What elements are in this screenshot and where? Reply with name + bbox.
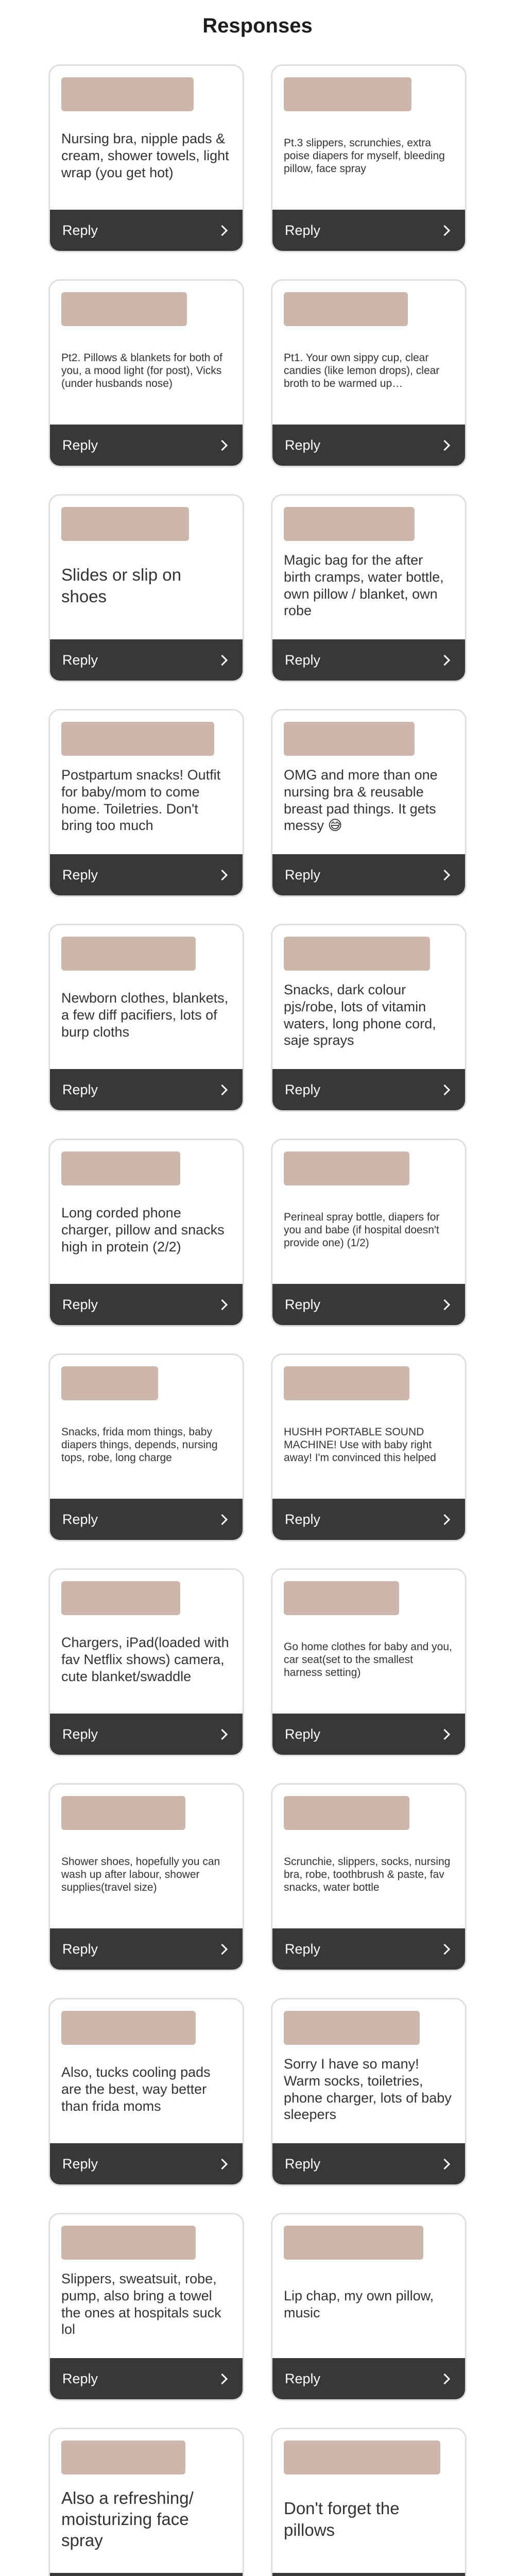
page-title: Responses — [202, 14, 313, 37]
response-card-body — [50, 66, 243, 210]
reply-label: Reply — [62, 1296, 98, 1312]
chevron-right-icon — [439, 225, 450, 235]
response-text: Perineal spray bottle, diapers for you and babe (if hospital doesn't provide one) (1/2) — [284, 1211, 440, 1249]
response-card — [48, 709, 244, 897]
response-card-body — [272, 2214, 465, 2358]
reply-button[interactable] — [50, 2358, 243, 2399]
reply-label: Reply — [62, 2370, 98, 2386]
response-card — [271, 1783, 467, 1971]
response-text: Sorry I have so many! Warm socks, toiletries, phone charger, lots of baby sleepers — [284, 2056, 452, 2123]
reply-button[interactable] — [272, 2573, 465, 2576]
response-text-container — [61, 2045, 231, 2134]
reply-label: Reply — [62, 1941, 98, 1957]
response-text: Also a refreshing/ moisturizing face spray — [61, 2488, 194, 2550]
response-text: Shower shoes, hopefully you can wash up after labour, shower supplies(travel size) — [61, 1855, 220, 1894]
response-card-body — [272, 1999, 465, 2143]
response-card — [271, 64, 467, 252]
response-card-body — [50, 1355, 243, 1499]
response-text: Go home clothes for baby and you, car seat(set to the smallest harness setting) — [284, 1640, 452, 1679]
response-card-body — [50, 1570, 243, 1714]
chevron-right-icon — [217, 2373, 228, 2384]
reply-label: Reply — [62, 867, 98, 883]
response-text-container — [284, 2475, 454, 2564]
author-name-placeholder — [284, 1796, 409, 1830]
response-text-container — [284, 1830, 454, 1919]
author-name-placeholder — [284, 2226, 423, 2260]
response-card-body — [272, 2429, 465, 2573]
response-card-body — [50, 925, 243, 1069]
chevron-right-icon — [439, 1514, 450, 1524]
author-name-placeholder — [284, 1581, 399, 1615]
reply-label: Reply — [62, 1726, 98, 1742]
response-text: HUSHH PORTABLE SOUND MACHINE! Use with baby right away! I'm convinced this helped — [284, 1426, 436, 1464]
response-card — [271, 2428, 467, 2576]
response-text: Snacks, dark colour pjs/robe, lots of vitamin waters, long phone cord, saje sprays — [284, 981, 436, 1048]
author-name-placeholder — [284, 292, 408, 326]
response-text-container — [61, 1830, 231, 1919]
response-text-container — [61, 326, 231, 415]
reply-button[interactable] — [50, 639, 243, 681]
author-name-placeholder — [61, 2226, 196, 2260]
response-text: Also, tucks cooling pads are the best, way better than frida moms — [61, 2064, 211, 2114]
author-name-placeholder — [61, 1151, 180, 1185]
reply-label: Reply — [62, 1081, 98, 1097]
response-card — [48, 279, 244, 467]
author-name-placeholder — [61, 1796, 185, 1830]
reply-label: Reply — [62, 2156, 98, 2172]
response-text-container — [284, 1615, 454, 1704]
author-name-placeholder — [284, 722, 415, 756]
reply-label: Reply — [285, 222, 321, 238]
response-card-body — [50, 1999, 243, 2143]
response-card-body — [272, 66, 465, 210]
reply-label: Reply — [285, 1726, 321, 1742]
reply-button[interactable] — [272, 1499, 465, 1540]
response-card — [48, 64, 244, 252]
author-name-placeholder — [61, 1581, 180, 1615]
response-text-container — [61, 1400, 231, 1489]
response-text-container — [284, 541, 454, 630]
author-name-placeholder — [284, 2441, 440, 2475]
response-text-container — [284, 111, 454, 200]
response-card — [48, 1783, 244, 1971]
response-text-container — [61, 541, 231, 630]
response-text-container — [61, 756, 231, 845]
response-card-body — [50, 2214, 243, 2358]
response-text-container — [284, 971, 454, 1060]
response-text: Slippers, sweatsuit, robe, pump, also bring a towel the ones at hospitals suck lol — [61, 2270, 221, 2337]
reply-label: Reply — [285, 2370, 321, 2386]
response-text: Postpartum snacks! Outfit for baby/mom to come home. Toiletries. Don't bring too much — [61, 767, 221, 834]
chevron-right-icon — [439, 1728, 450, 1739]
response-text-container — [284, 756, 454, 845]
response-text-container — [61, 2475, 231, 2564]
reply-label: Reply — [285, 652, 321, 668]
response-text-container — [284, 2260, 454, 2349]
chevron-right-icon — [439, 869, 450, 880]
author-name-placeholder — [284, 937, 430, 971]
author-name-placeholder — [61, 2011, 196, 2045]
reply-label: Reply — [62, 652, 98, 668]
response-card — [48, 2213, 244, 2401]
reply-button[interactable] — [272, 210, 465, 251]
reply-button[interactable] — [272, 425, 465, 466]
reply-button[interactable] — [50, 854, 243, 895]
reply-button[interactable] — [272, 1928, 465, 1970]
chevron-right-icon — [217, 1084, 228, 1095]
response-card — [48, 1139, 244, 1327]
reply-button[interactable] — [50, 1284, 243, 1325]
response-text-container — [61, 111, 231, 200]
response-card — [271, 279, 467, 467]
response-text: Newborn clothes, blankets, a few diff pacifiers, lots of burp cloths — [61, 990, 229, 1040]
response-text-container — [284, 1185, 454, 1275]
response-card — [271, 2213, 467, 2401]
response-card — [271, 709, 467, 897]
response-text: Slides or slip on shoes — [61, 565, 181, 606]
reply-button[interactable] — [50, 1499, 243, 1540]
reply-button[interactable] — [50, 1714, 243, 1755]
response-card — [48, 2428, 244, 2576]
response-card-body — [272, 925, 465, 1069]
response-card-body — [272, 1785, 465, 1928]
author-name-placeholder — [284, 1151, 409, 1185]
response-card — [271, 1568, 467, 1756]
response-text: Chargers, iPad(loaded with fav Netflix shows) camera, cute blanket/swaddle — [61, 1635, 229, 1684]
response-card-body — [272, 496, 465, 639]
response-card-body — [272, 1570, 465, 1714]
response-text-container — [284, 1400, 454, 1489]
reply-button[interactable] — [272, 1284, 465, 1325]
chevron-right-icon — [439, 1084, 450, 1095]
response-text-container — [61, 1185, 231, 1275]
reply-button[interactable] — [50, 210, 243, 251]
chevron-right-icon — [439, 1299, 450, 1310]
response-text: Magic bag for the after birth cramps, water bottle, own pillow / blanket, own robe — [284, 552, 444, 619]
chevron-right-icon — [217, 1943, 228, 1954]
response-text-container — [284, 326, 454, 415]
response-card-body — [50, 1140, 243, 1284]
author-name-placeholder — [284, 507, 415, 541]
response-card-body — [50, 1785, 243, 1928]
author-name-placeholder — [284, 2011, 420, 2045]
response-card-body — [272, 1355, 465, 1499]
response-card-body — [272, 281, 465, 425]
author-name-placeholder — [61, 1366, 158, 1400]
chevron-right-icon — [217, 1728, 228, 1739]
response-text: Pt2. Pillows & blankets for both of you, a mood light (for post), Vicks (under husbands nose) — [61, 351, 222, 390]
reply-label: Reply — [62, 437, 98, 453]
response-card-body — [50, 281, 243, 425]
response-card-body — [50, 710, 243, 854]
reply-label: Reply — [285, 1296, 321, 1312]
response-text-container — [61, 971, 231, 1060]
response-text: OMG and more than one nursing bra & reusable breast pad things. It gets messy 😅 — [284, 767, 438, 834]
response-card — [48, 1568, 244, 1756]
response-text: Nursing bra, nipple pads & cream, shower towels, light wrap (you get hot) — [61, 131, 229, 180]
author-name-placeholder — [284, 1366, 409, 1400]
reply-label: Reply — [62, 222, 98, 238]
chevron-right-icon — [439, 654, 450, 665]
chevron-right-icon — [217, 654, 228, 665]
response-text: Pt1. Your own sippy cup, clear candies (like lemon drops), clear broth to be warmed up… — [284, 351, 440, 390]
chevron-right-icon — [217, 1299, 228, 1310]
response-text-container — [61, 1615, 231, 1704]
author-name-placeholder — [61, 2441, 185, 2475]
response-card — [271, 1998, 467, 2186]
reply-label: Reply — [285, 437, 321, 453]
response-text: Pt.3 slippers, scrunchies, extra poise diapers for myself, bleeding pillow, face spray — [284, 137, 445, 175]
reply-button[interactable] — [50, 425, 243, 466]
reply-label: Reply — [285, 1511, 321, 1527]
chevron-right-icon — [217, 869, 228, 880]
chevron-right-icon — [439, 1943, 450, 1954]
reply-button[interactable] — [272, 639, 465, 681]
author-name-placeholder — [61, 292, 187, 326]
reply-label: Reply — [285, 1941, 321, 1957]
response-card — [271, 1139, 467, 1327]
response-text: Scrunchie, slippers, socks, nursing bra, robe, toothbrush & paste, fav snacks, water bottle — [284, 1855, 451, 1894]
response-card — [48, 1353, 244, 1541]
responses-grid — [48, 64, 467, 2576]
response-text: Lip chap, my own pillow, music — [284, 2287, 434, 2320]
response-text: Don't forget the pillows — [284, 2499, 400, 2539]
response-card-body — [50, 2429, 243, 2573]
reply-label: Reply — [285, 2156, 321, 2172]
chevron-right-icon — [217, 225, 228, 235]
chevron-right-icon — [217, 439, 228, 450]
reply-button[interactable] — [50, 2143, 243, 2184]
response-card-body — [272, 710, 465, 854]
reply-button[interactable] — [272, 1714, 465, 1755]
response-text-container — [284, 2045, 454, 2134]
author-name-placeholder — [61, 937, 196, 971]
chevron-right-icon — [439, 2373, 450, 2384]
response-text-container — [61, 2260, 231, 2349]
author-name-placeholder — [61, 77, 194, 111]
author-name-placeholder — [61, 507, 189, 541]
reply-button[interactable] — [272, 2358, 465, 2399]
response-card — [48, 1998, 244, 2186]
response-card — [271, 1353, 467, 1541]
author-name-placeholder — [61, 722, 214, 756]
reply-button[interactable] — [272, 1069, 465, 1110]
chevron-right-icon — [217, 2158, 228, 2169]
chevron-right-icon — [439, 439, 450, 450]
response-text: Snacks, frida mom things, baby diapers things, depends, nursing tops, robe, long charge — [61, 1426, 218, 1464]
reply-label: Reply — [62, 1511, 98, 1527]
reply-button[interactable] — [272, 2143, 465, 2184]
reply-button[interactable] — [50, 2573, 243, 2576]
response-card — [48, 494, 244, 682]
reply-label: Reply — [285, 867, 321, 883]
chevron-right-icon — [439, 2158, 450, 2169]
response-card-body — [50, 496, 243, 639]
author-name-placeholder — [284, 77, 411, 111]
reply-button[interactable] — [272, 854, 465, 895]
reply-button[interactable] — [50, 1928, 243, 1970]
response-card — [271, 494, 467, 682]
response-card — [271, 924, 467, 1112]
response-card — [48, 924, 244, 1112]
chevron-right-icon — [217, 1514, 228, 1524]
response-card-body — [272, 1140, 465, 1284]
response-text: Long corded phone charger, pillow and snacks high in protein (2/2) — [61, 1205, 225, 1255]
reply-label: Reply — [285, 1081, 321, 1097]
reply-button[interactable] — [50, 1069, 243, 1110]
